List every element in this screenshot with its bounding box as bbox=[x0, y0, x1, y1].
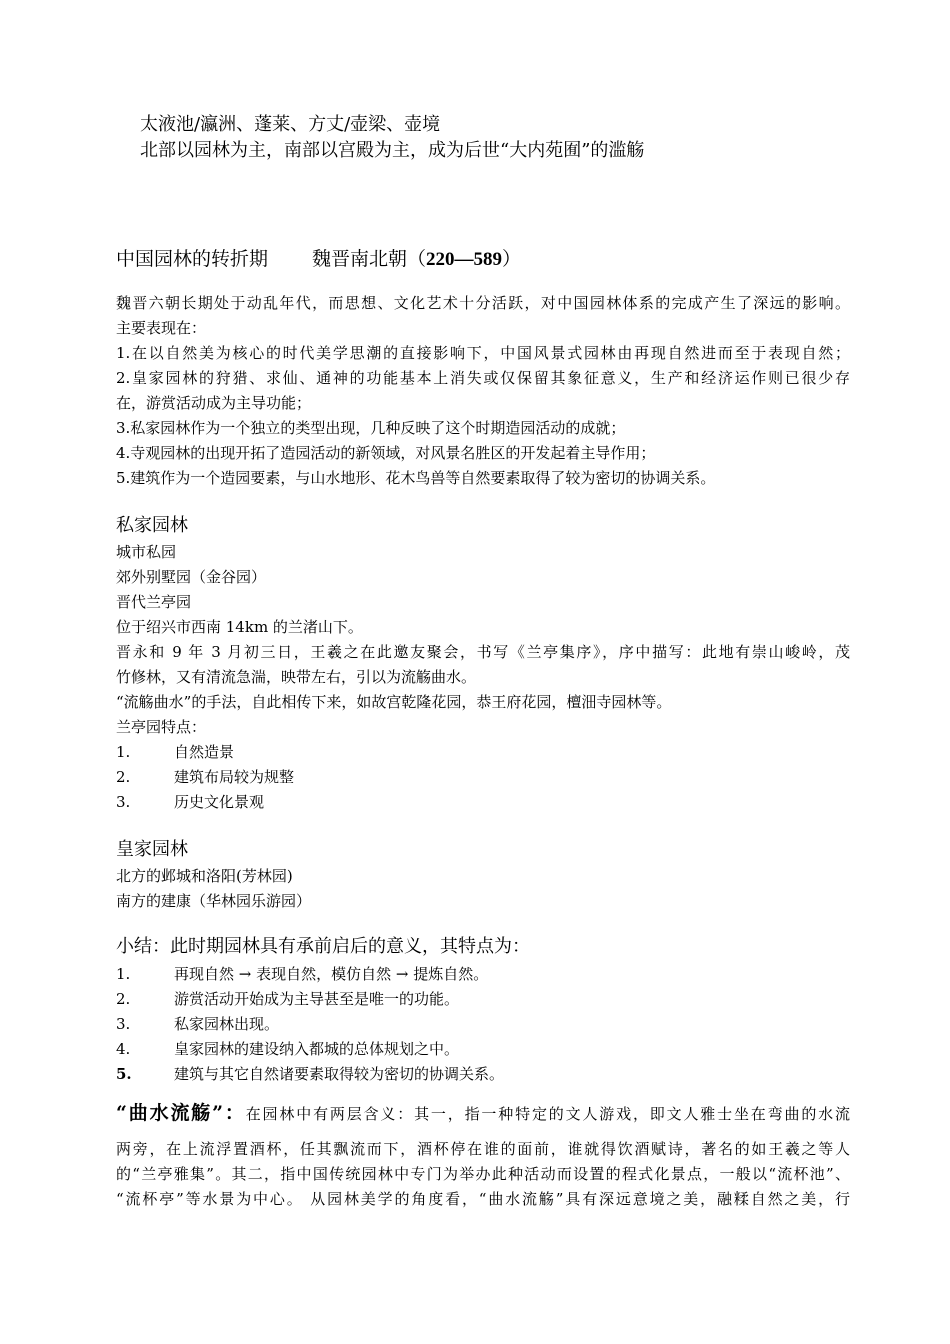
overview-paragraph-2: 主要表现在： bbox=[116, 319, 207, 337]
private-garden-line-7: 兰亭园特点： bbox=[116, 718, 207, 736]
overview-item-3: 3.私家园林作为一个独立的类型出现，几种反映了这个时期造园活动的成就； bbox=[116, 419, 626, 437]
private-garden-line-5a: 晋永和 9 年 3 月初三日，王羲之在此邀友聚会，书写《兰亭集序》，序中描写：此地有崇山峻岭，茂 bbox=[116, 643, 850, 661]
feature-number: 3. bbox=[116, 793, 131, 811]
feature-list-item bbox=[116, 742, 234, 762]
summary-list-item bbox=[116, 1039, 459, 1059]
private-garden-line-1: 城市私园 bbox=[116, 543, 177, 561]
summary-list-item bbox=[116, 1014, 279, 1034]
feature-number: 1. bbox=[116, 743, 131, 761]
period-era-name: 魏晋南北朝（ bbox=[312, 248, 427, 270]
intro-line-1: 太液池/瀛洲、蓬莱、方丈/壶梁、壶境 bbox=[140, 114, 441, 135]
period-heading bbox=[116, 246, 521, 273]
period-era-years: 220—589 bbox=[426, 249, 503, 270]
summary-list-item bbox=[116, 964, 488, 984]
private-garden-line-2: 郊外别墅园（金谷园） bbox=[116, 568, 267, 586]
overview-item-2a: 2.皇家园林的狩猎、求仙、通神的功能基本上消失或仅保留其象征意义，生产和经济运作则已很少存 bbox=[116, 369, 850, 387]
overview-paragraph-1: 魏晋六朝长期处于动乱年代，而思想、文化艺术十分活跃，对中国园林体系的完成产生了深远的影响。 bbox=[116, 294, 850, 312]
qushui-line-4: “流杯亭”等水景为中心。 从园林美学的角度看，“曲水流觞”具有深远意境之美，融糅自然之美，行 bbox=[116, 1190, 850, 1208]
summary-text: 私家园林出现。 bbox=[174, 1015, 280, 1033]
overview-item-4: 4.寺观园林的出现开拓了造园活动的新领域，对风景名胜区的开发起着主导作用； bbox=[116, 444, 656, 462]
qushui-line-3: 的“兰亭雅集”。其二，指中国传统园林中专门为举办此种活动而设置的程式化景点，一般以“流杯池”、 bbox=[116, 1165, 850, 1183]
royal-garden-heading: 皇家园林 bbox=[116, 839, 188, 860]
summary-text: 游赏活动开始成为主导甚至是唯一的功能。 bbox=[174, 990, 460, 1008]
period-title: 中国园林的转折期 bbox=[116, 248, 269, 270]
overview-item-5: 5.建筑作为一个造园要素，与山水地形、花木鸟兽等自然要素取得了较为密切的协调关系。 bbox=[116, 469, 716, 487]
summary-number: 5. bbox=[116, 1065, 132, 1083]
royal-garden-line-1: 北方的邺城和洛阳(芳林园) bbox=[116, 867, 293, 885]
summary-text: 建筑与其它自然诸要素取得较为密切的协调关系。 bbox=[174, 1065, 505, 1083]
summary-number: 3. bbox=[116, 1015, 131, 1033]
private-garden-line-4: 位于绍兴市西南 14km 的兰渚山下。 bbox=[116, 618, 363, 636]
private-garden-line-6: “流觞曲水”的手法，自此相传下来，如故宫乾隆花园，恭王府花园，檀沺寺园林等。 bbox=[116, 693, 672, 711]
private-garden-line-5b: 竹修林，又有清流急湍，映带左右，引以为流觞曲水。 bbox=[116, 668, 477, 686]
private-garden-heading: 私家园林 bbox=[116, 515, 188, 536]
summary-list-item bbox=[116, 1064, 504, 1084]
summary-list-item bbox=[116, 989, 459, 1009]
feature-text: 建筑布局较为规整 bbox=[174, 768, 295, 786]
feature-number: 2. bbox=[116, 768, 131, 786]
private-garden-line-3: 晋代兰亭园 bbox=[116, 593, 192, 611]
royal-garden-line-2: 南方的建康（华林园乐游园） bbox=[116, 892, 312, 910]
qushui-first-line bbox=[116, 1100, 850, 1127]
summary-heading: 小结：此时期园林具有承前启后的意义，其特点为： bbox=[116, 936, 530, 957]
summary-number: 4. bbox=[116, 1040, 131, 1058]
qushui-line-2: 两旁，在上流浮置酒杯，任其飘流而下，酒杯停在谁的面前，谁就得饮酒赋诗，著名的如王羲之等人 bbox=[116, 1140, 850, 1158]
feature-list-item bbox=[116, 792, 264, 812]
qushui-title: “曲水流觞”： bbox=[116, 1102, 246, 1124]
intro-line-2: 北部以园林为主，南部以宫殿为主，成为后世“大内苑囿”的滥觞 bbox=[140, 140, 645, 161]
summary-text: 再现自然 → 表现自然，模仿自然 → 提炼自然。 bbox=[174, 965, 489, 983]
overview-item-1: 1.在以自然美为核心的时代美学思潮的直接影响下，中国风景式园林由再现自然进而至于表现自然； bbox=[116, 344, 850, 362]
qushui-line-1: 在园林中有两层含义：其一，指一种特定的文人游戏，即文人雅士坐在弯曲的水流 bbox=[245, 1105, 850, 1123]
period-era-close: ） bbox=[502, 248, 522, 270]
summary-number: 1. bbox=[116, 965, 131, 983]
feature-list-item bbox=[116, 767, 294, 787]
overview-item-2b: 在，游赏活动成为主导功能； bbox=[116, 394, 312, 412]
summary-text: 皇家园林的建设纳入都城的总体规划之中。 bbox=[174, 1040, 460, 1058]
feature-text: 自然造景 bbox=[174, 743, 235, 761]
feature-text: 历史文化景观 bbox=[174, 793, 265, 811]
summary-number: 2. bbox=[116, 990, 131, 1008]
